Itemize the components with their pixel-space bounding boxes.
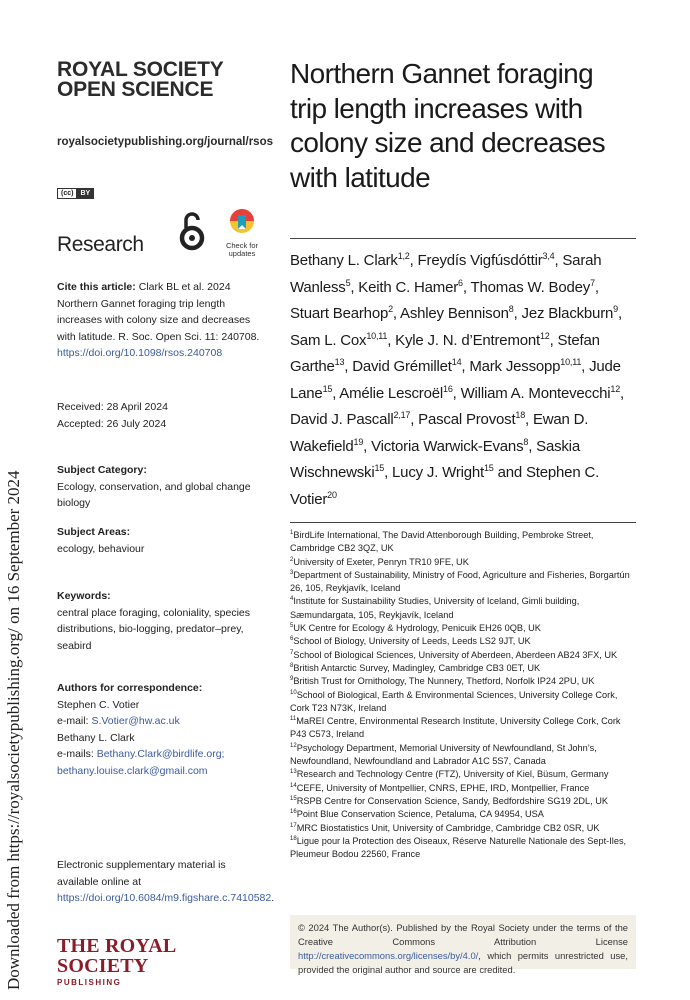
affiliation-marker: 9 <box>613 304 618 314</box>
affiliation-marker: 1,2 <box>397 251 410 261</box>
affiliation-text: BirdLife International, The David Attenborough Building, Pembroke Street, Cambridge CB2 3QZ, UK <box>290 530 594 554</box>
affiliation-item <box>290 742 636 769</box>
affiliation-number: 9 <box>290 676 294 683</box>
affiliation-text: School of Biological Sciences, University of Aberdeen, Aberdeen AB24 3FX, UK <box>293 649 618 660</box>
affiliation-number: 7 <box>290 649 294 656</box>
affiliation-text: School of Biology, University of Leeds, Leeds LS2 9JT, UK <box>293 636 531 647</box>
affiliation-item <box>290 715 636 742</box>
supplementary-text: Electronic supplementary material is available online at <box>57 859 226 888</box>
affiliation-number: 15 <box>290 795 297 802</box>
supplementary-block <box>57 857 275 907</box>
affiliation-item <box>290 556 636 569</box>
authors-divider <box>290 522 636 523</box>
affiliation-item <box>290 782 636 795</box>
email1-link[interactable]: S.Votier@hw.ac.uk <box>91 715 180 727</box>
affiliation-text: UK Centre for Ecology & Hydrology, Penicuik EH26 0QB, UK <box>293 623 541 634</box>
affiliation-marker: 3,4 <box>542 251 555 261</box>
supplementary-link[interactable]: https://doi.org/10.6084/m9.figshare.c.7410582 <box>57 892 272 904</box>
affiliation-item <box>290 622 636 635</box>
affiliation-text: CEFE, University of Montpellier, CNRS, EPHE, IRD, Montpellier, France <box>296 782 590 793</box>
license-text: © 2024 The Author(s). Published by the Royal Society under the terms of the Creative Commons Attribution License <box>298 922 628 947</box>
affiliation-text: Research and Technology Centre (FTZ), University of Kiel, Büsum, Germany <box>296 769 609 780</box>
affiliation-marker: 16 <box>443 383 453 394</box>
affiliation-item <box>290 689 636 716</box>
publisher-name: THE ROYAL SOCIETY <box>57 935 176 977</box>
citation-block <box>57 279 267 362</box>
affiliation-item <box>290 595 636 622</box>
keywords-block <box>57 588 267 654</box>
affiliation-text: Ligue pour la Protection des Oiseaux, Réserve Naturelle Nationale des Sept-Iles, Pleumeur Bodou 22560, France <box>290 835 627 860</box>
license-link[interactable]: http://creativecommons.org/licenses/by/4.0/ <box>298 950 479 961</box>
affiliation-number: 5 <box>290 623 294 630</box>
affiliation-number: 4 <box>290 596 294 603</box>
affiliation-marker: 15 <box>374 463 385 473</box>
accepted-date: Accepted: 26 July 2024 <box>57 417 167 430</box>
affiliation-item <box>290 529 636 556</box>
affiliation-text: Institute for Sustainability Studies, University of Iceland, Gimli building, Sæmundargata, 105, Reykjavík, Iceland <box>290 596 580 620</box>
affiliation-text: Department of Sustainability, Ministry of Food, Agriculture and Fisheries, Borgartún 26, 105, Reykjavík, Iceland <box>290 569 630 594</box>
affiliation-number: 3 <box>290 569 294 576</box>
affiliation-item <box>290 795 636 808</box>
affiliation-item <box>290 569 636 596</box>
affiliation-marker: 14 <box>451 357 462 367</box>
received-date: Received: 28 April 2024 <box>57 401 168 413</box>
affiliation-number: 8 <box>290 662 294 669</box>
publisher-sub: PUBLISHING <box>57 978 122 987</box>
affiliation-item <box>290 635 636 648</box>
affiliation-marker: 7 <box>590 277 595 288</box>
affiliation-item <box>290 808 636 821</box>
publisher-logo[interactable] <box>57 936 267 989</box>
keywords-label: Keywords: <box>57 590 111 602</box>
correspondence-block <box>57 680 267 779</box>
dates-block <box>57 399 267 432</box>
affiliation-marker: 15 <box>484 463 494 473</box>
affiliations-list <box>290 529 636 861</box>
title-divider <box>290 238 636 239</box>
affiliation-marker: 8 <box>523 436 529 447</box>
correspondence-label: Authors for correspondence: <box>57 682 203 694</box>
affiliation-marker: 20 <box>327 489 337 500</box>
affiliation-text: British Trust for Ornithology, The Nunnery, Thetford, Norfolk IP24 2PU, UK <box>293 676 595 687</box>
correspondence-author2: Bethany L. Clark <box>57 731 135 744</box>
author-list: Bethany L. Clark$^{1,2}$, Freydís Vigfúsdóttir$^{3,4}$, Sarah Wanless$^5$, Keith C. Hamer$^6$, Thomas W. Bodey$^7$, Stuart Bearhop$^2$, Ashley Bennison$^8$, Jez Blackburn$^9$, Sam L. Cox$^{10,11}$, Kyle J. N. d’Entremont$^{12}$, Stefan Garthe$^{13}$, David Grémillet$^{14}$, Mark Jessopp$^{10,11}$, Jude Lane$^{15}$, Amélie Lescroël$^{16}$, William A. Montevecchi$^{12}$, David J. Pascall$^{2,17}$, Pascal Provost$^{18}$, Ewan D. Wakefield$^{19}$, Victoria Warwick-Evans$^8$, Saskia Wischnewski$^{15}$, Lucy J. Wright$^{15}$ and Stephen C. Votier$^{20}$ <box>290 251 624 508</box>
cc-icon: (cc) <box>58 189 77 198</box>
affiliation-number: 16 <box>290 809 297 816</box>
citation-text: Clark BL et al. 2024 Northern Gannet foraging trip length increases with colony size and decreases with latitude. R. Soc. Open Sci. 11: 240708. <box>57 281 260 343</box>
affiliation-text: MRC Biostatistics Unit, University of Cambridge, Cambridge CB2 0SR, UK <box>296 822 600 833</box>
affiliation-item <box>290 835 636 862</box>
affiliation-number: 12 <box>290 742 297 749</box>
affiliation-number: 17 <box>290 822 297 829</box>
journal-logo-line2: OPEN SCIENCE <box>57 78 214 101</box>
affiliation-marker: 5 <box>345 277 351 288</box>
license-end: , which permits unrestricted use, provided the original author and source are credited. <box>298 950 628 975</box>
affiliation-marker: 12 <box>610 383 621 394</box>
affiliation-marker: 6 <box>458 277 463 288</box>
affiliation-marker: 18 <box>515 410 526 420</box>
affiliation-number: 11 <box>290 716 297 723</box>
cc-by-badge[interactable] <box>57 188 94 199</box>
citation-doi-link[interactable]: https://doi.org/10.1098/rsos.240708 <box>57 347 223 359</box>
affiliation-number: 1 <box>290 530 294 536</box>
article-type: Research <box>57 233 144 256</box>
email3-link[interactable]: bethany.louise.clark@gmail.com <box>57 764 208 777</box>
citation-label: Cite this article: <box>57 281 136 293</box>
download-watermark: Downloaded from https://royalsocietypublishing.org/ on 16 September 2024 <box>4 470 23 990</box>
affiliation-marker: 10,11 <box>366 330 388 341</box>
affiliation-marker: 8 <box>508 304 514 314</box>
journal-logo-line1: ROYAL SOCIETY <box>57 58 224 81</box>
affiliation-item <box>290 675 636 688</box>
affiliation-marker: 19 <box>353 436 364 447</box>
affiliation-number: 2 <box>290 556 294 563</box>
keywords-value: central place foraging, coloniality, species distributions, bio-logging, predator–prey, seabird <box>57 606 250 652</box>
email2-label: e-mails: <box>57 748 97 760</box>
license-box <box>290 915 636 975</box>
subject-areas-label: Subject Areas: <box>57 526 131 538</box>
journal-url[interactable]: royalsocietypublishing.org/journal/rsos <box>57 136 273 148</box>
affiliation-marker: 2 <box>388 304 393 314</box>
affiliation-marker: 10,11 <box>560 357 582 367</box>
affiliation-text: British Antarctic Survey, Madingley, Cambridge CB3 0ET, UK <box>293 662 541 673</box>
affiliation-marker: 13 <box>334 357 345 367</box>
affiliation-item <box>290 662 636 675</box>
affiliation-text: School of Biological, Earth & Environmental Sciences, University College Cork, Cork T23 N73K, Ireland <box>290 689 618 713</box>
check-for-updates-button[interactable] <box>222 207 262 258</box>
open-access-icon <box>177 210 207 252</box>
affiliation-item <box>290 649 636 662</box>
subject-areas-value: ecology, behaviour <box>57 542 145 555</box>
affiliation-marker: 2,17 <box>393 410 411 420</box>
affiliation-text: Point Blue Conservation Science, Petaluma, CA 94954, USA <box>296 809 544 820</box>
email1-label: e-mail: <box>57 715 92 727</box>
supplementary-end: . <box>271 892 275 904</box>
affiliation-item <box>290 768 636 781</box>
check-for-updates-icon <box>228 207 256 235</box>
journal-logo[interactable] <box>57 60 224 100</box>
subject-category-value: Ecology, conservation, and global change biology <box>57 480 251 509</box>
check-for-updates-label: Check for updates <box>225 241 259 258</box>
affiliation-text: RSPB Centre for Conservation Science, Sandy, Bedfordshire SG19 2DL, UK <box>296 795 609 806</box>
subject-category-block <box>57 462 267 512</box>
affiliation-number: 13 <box>290 769 297 776</box>
affiliation-text: MaREI Centre, Environmental Research Institute, University College Cork, Cork P43 C573, Ireland <box>290 716 621 740</box>
affiliation-text: University of Exeter, Penryn TR10 9FE, UK <box>293 556 469 567</box>
affiliation-number: 10 <box>290 689 297 696</box>
subject-category-label: Subject Category: <box>57 464 147 476</box>
by-label: BY <box>77 189 93 198</box>
correspondence-author1: Stephen C. Votier <box>57 698 140 711</box>
affiliation-item <box>290 822 636 835</box>
affiliation-number: 14 <box>290 782 297 789</box>
affiliation-number: 18 <box>290 835 297 842</box>
article-title: Northern Gannet foraging trip length increases with colony size and decreases with latitude <box>290 58 605 193</box>
subject-areas-block <box>57 524 267 557</box>
affiliation-text: Psychology Department, Memorial University of Newfoundland, St John’s, Newfoundland, Newfoundland and Labrador A1C 5S7, Canada <box>290 742 597 767</box>
affiliation-marker: 12 <box>540 330 550 341</box>
affiliation-marker: 15 <box>322 383 333 394</box>
affiliation-number: 6 <box>290 636 294 643</box>
email2-link[interactable]: Bethany.Clark@birdlife.org; <box>96 748 225 760</box>
